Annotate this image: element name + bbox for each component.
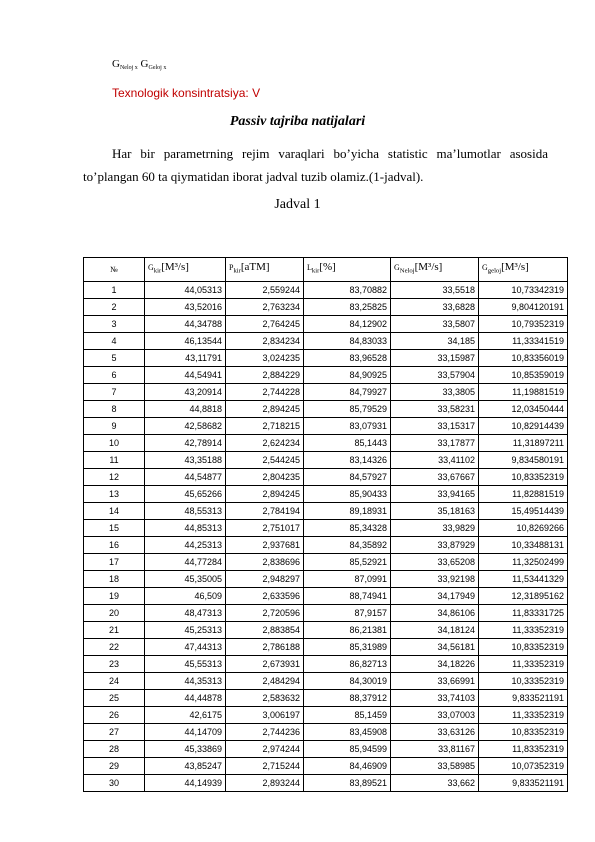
value-cell: 87,0991 — [304, 571, 391, 588]
value-cell: 43,20914 — [145, 384, 226, 401]
row-index-cell: 3 — [84, 316, 145, 333]
formula-line — [112, 58, 166, 71]
value-cell: 12,31895162 — [479, 588, 568, 605]
value-cell: 11,33352319 — [479, 707, 568, 724]
table-row — [84, 639, 568, 656]
value-cell: 85,31989 — [304, 639, 391, 656]
value-cell: 42,58682 — [145, 418, 226, 435]
value-cell: 2,784194 — [226, 503, 304, 520]
value-cell: 33,15317 — [391, 418, 479, 435]
value-cell: 10,33488131 — [479, 537, 568, 554]
table-row — [84, 690, 568, 707]
value-cell: 85,34328 — [304, 520, 391, 537]
row-index-cell: 7 — [84, 384, 145, 401]
value-cell: 33,3805 — [391, 384, 479, 401]
value-cell: 10,79352319 — [479, 316, 568, 333]
value-cell: 47,44313 — [145, 639, 226, 656]
data-table — [83, 257, 568, 792]
table-row — [84, 350, 568, 367]
value-cell: 2,720596 — [226, 605, 304, 622]
value-cell: 11,31897211 — [479, 435, 568, 452]
value-cell: 89,18931 — [304, 503, 391, 520]
value-cell: 33,07003 — [391, 707, 479, 724]
row-index-cell: 25 — [84, 690, 145, 707]
value-cell: 85,94599 — [304, 741, 391, 758]
value-cell: 10,33352319 — [479, 673, 568, 690]
value-cell: 83,25825 — [304, 299, 391, 316]
value-cell: 85,90433 — [304, 486, 391, 503]
value-cell: 9,833521191 — [479, 775, 568, 792]
value-cell: 44,77284 — [145, 554, 226, 571]
value-cell: 87,9157 — [304, 605, 391, 622]
header-g-kir: $G_{kir}[M^3/s]$ — [145, 258, 226, 282]
row-index-cell: 9 — [84, 418, 145, 435]
value-cell: 2,937681 — [226, 537, 304, 554]
table-row — [84, 724, 568, 741]
table-header-row — [84, 258, 568, 282]
formula-subscript-2: Geloj x — [148, 65, 167, 71]
value-cell: 2,559244 — [226, 282, 304, 299]
row-index-cell: 29 — [84, 758, 145, 775]
value-cell: 44,05313 — [145, 282, 226, 299]
value-cell: 2,883854 — [226, 622, 304, 639]
value-cell: 83,07931 — [304, 418, 391, 435]
value-cell: 33,17877 — [391, 435, 479, 452]
table-row — [84, 571, 568, 588]
value-cell: 10,73342319 — [479, 282, 568, 299]
header-p-kir: $P_{kir}[aTM]$ — [226, 258, 304, 282]
table-row — [84, 418, 568, 435]
value-cell: 11,32502499 — [479, 554, 568, 571]
value-cell: 84,30019 — [304, 673, 391, 690]
value-cell: 9,804120191 — [479, 299, 568, 316]
value-cell: 33,41102 — [391, 452, 479, 469]
value-cell: 43,52016 — [145, 299, 226, 316]
row-index-cell: 30 — [84, 775, 145, 792]
value-cell: 84,46909 — [304, 758, 391, 775]
value-cell: 3,006197 — [226, 707, 304, 724]
row-index-cell: 5 — [84, 350, 145, 367]
value-cell: 2,718215 — [226, 418, 304, 435]
concentration-label: Texnologik konsintratsiya: V — [112, 86, 261, 100]
value-cell: 2,544245 — [226, 452, 304, 469]
table-row — [84, 656, 568, 673]
value-cell: 10,07352319 — [479, 758, 568, 775]
value-cell: 33,81167 — [391, 741, 479, 758]
value-cell: 10,85359019 — [479, 367, 568, 384]
value-cell: 2,893244 — [226, 775, 304, 792]
value-cell: 33,67667 — [391, 469, 479, 486]
value-cell: 2,673931 — [226, 656, 304, 673]
value-cell: 88,37912 — [304, 690, 391, 707]
value-cell: 33,5518 — [391, 282, 479, 299]
row-index-cell: 24 — [84, 673, 145, 690]
table-row — [84, 384, 568, 401]
value-cell: 33,57904 — [391, 367, 479, 384]
header-g-neloj: $G_{Neloj}[M^3/s]$ — [391, 258, 479, 282]
value-cell: 85,1459 — [304, 707, 391, 724]
table-row — [84, 673, 568, 690]
value-cell: 10,82914439 — [479, 418, 568, 435]
value-cell: 2,834234 — [226, 333, 304, 350]
value-cell: 44,8818 — [145, 401, 226, 418]
table-row — [84, 588, 568, 605]
value-cell: 33,92198 — [391, 571, 479, 588]
value-cell: 33,66991 — [391, 673, 479, 690]
row-index-cell: 22 — [84, 639, 145, 656]
value-cell: 2,484294 — [226, 673, 304, 690]
value-cell: 44,54941 — [145, 367, 226, 384]
formula-symbol-1: G — [112, 58, 120, 70]
header-l-kir: $L_{kir}[\%]$ — [304, 258, 391, 282]
value-cell: 2,744236 — [226, 724, 304, 741]
row-index-cell: 4 — [84, 333, 145, 350]
value-cell: 9,833521191 — [479, 690, 568, 707]
value-cell: 15,49514439 — [479, 503, 568, 520]
row-index-cell: 16 — [84, 537, 145, 554]
value-cell: 34,18124 — [391, 622, 479, 639]
row-index-cell: 11 — [84, 452, 145, 469]
value-cell: 2,838696 — [226, 554, 304, 571]
value-cell: 2,786188 — [226, 639, 304, 656]
value-cell: 44,25313 — [145, 537, 226, 554]
value-cell: 33,5807 — [391, 316, 479, 333]
value-cell: 10,83352319 — [479, 469, 568, 486]
value-cell: 85,52921 — [304, 554, 391, 571]
row-index-cell: 27 — [84, 724, 145, 741]
table-row — [84, 299, 568, 316]
formula-symbol-2: G — [140, 58, 149, 70]
value-cell: 2,804235 — [226, 469, 304, 486]
header-g-geloj: $G_{geloj}[M^3/s]$ — [479, 258, 568, 282]
value-cell: 11,33352319 — [479, 622, 568, 639]
value-cell: 35,18163 — [391, 503, 479, 520]
value-cell: 11,33352319 — [479, 656, 568, 673]
row-index-cell: 8 — [84, 401, 145, 418]
table-row — [84, 741, 568, 758]
table-row — [84, 333, 568, 350]
value-cell: 2,715244 — [226, 758, 304, 775]
value-cell: 44,54877 — [145, 469, 226, 486]
value-cell: 45,25313 — [145, 622, 226, 639]
formula-subscript-1: Neloj x — [119, 65, 138, 71]
table-row — [84, 367, 568, 384]
table-row — [84, 775, 568, 792]
row-index-cell: 12 — [84, 469, 145, 486]
row-index-cell: 17 — [84, 554, 145, 571]
value-cell: 10,83356019 — [479, 350, 568, 367]
value-cell: 33,58985 — [391, 758, 479, 775]
value-cell: 85,79529 — [304, 401, 391, 418]
value-cell: 11,53441329 — [479, 571, 568, 588]
value-cell: 86,21381 — [304, 622, 391, 639]
value-cell: 83,89521 — [304, 775, 391, 792]
value-cell: 2,884229 — [226, 367, 304, 384]
value-cell: 33,87929 — [391, 537, 479, 554]
value-cell: 43,11791 — [145, 350, 226, 367]
value-cell: 33,58231 — [391, 401, 479, 418]
value-cell: 33,65208 — [391, 554, 479, 571]
row-index-cell: 1 — [84, 282, 145, 299]
value-cell: 2,583632 — [226, 690, 304, 707]
value-cell: 45,35005 — [145, 571, 226, 588]
value-cell: 34,17949 — [391, 588, 479, 605]
table-row — [84, 401, 568, 418]
table-row — [84, 554, 568, 571]
table-row — [84, 537, 568, 554]
value-cell: 33,94165 — [391, 486, 479, 503]
value-cell: 33,6828 — [391, 299, 479, 316]
value-cell: 33,74103 — [391, 690, 479, 707]
header-index: № — [84, 258, 145, 282]
row-index-cell: 28 — [84, 741, 145, 758]
table-row — [84, 282, 568, 299]
table-row — [84, 707, 568, 724]
table-row — [84, 435, 568, 452]
value-cell: 11,19881519 — [479, 384, 568, 401]
value-cell: 83,14326 — [304, 452, 391, 469]
value-cell: 2,624234 — [226, 435, 304, 452]
value-cell: 84,57927 — [304, 469, 391, 486]
value-cell: 44,35313 — [145, 673, 226, 690]
value-cell: 11,83352319 — [479, 741, 568, 758]
value-cell: 33,9829 — [391, 520, 479, 537]
value-cell: 9,834580191 — [479, 452, 568, 469]
value-cell: 86,82713 — [304, 656, 391, 673]
value-cell: 44,14709 — [145, 724, 226, 741]
value-cell: 10,83352319 — [479, 639, 568, 656]
table-row — [84, 486, 568, 503]
row-index-cell: 21 — [84, 622, 145, 639]
table-row — [84, 622, 568, 639]
table-body — [84, 282, 568, 792]
value-cell: 83,45908 — [304, 724, 391, 741]
table-row — [84, 758, 568, 775]
value-cell: 34,56181 — [391, 639, 479, 656]
value-cell: 44,85313 — [145, 520, 226, 537]
row-index-cell: 18 — [84, 571, 145, 588]
value-cell: 2,633596 — [226, 588, 304, 605]
row-index-cell: 19 — [84, 588, 145, 605]
table-row — [84, 520, 568, 537]
value-cell: 2,948297 — [226, 571, 304, 588]
value-cell: 34,185 — [391, 333, 479, 350]
row-index-cell: 20 — [84, 605, 145, 622]
value-cell: 84,90925 — [304, 367, 391, 384]
value-cell: 48,55313 — [145, 503, 226, 520]
row-index-cell: 2 — [84, 299, 145, 316]
value-cell: 34,18226 — [391, 656, 479, 673]
value-cell: 2,744228 — [226, 384, 304, 401]
value-cell: 10,8269266 — [479, 520, 568, 537]
table-row — [84, 503, 568, 520]
value-cell: 43,35188 — [145, 452, 226, 469]
value-cell: 83,70882 — [304, 282, 391, 299]
table-caption: Jadval 1 — [274, 197, 321, 212]
value-cell: 46,509 — [145, 588, 226, 605]
value-cell: 45,33869 — [145, 741, 226, 758]
row-index-cell: 15 — [84, 520, 145, 537]
row-index-cell: 13 — [84, 486, 145, 503]
table-row — [84, 452, 568, 469]
value-cell: 12,03450444 — [479, 401, 568, 418]
table-row — [84, 316, 568, 333]
body-paragraph: Har bir parametrning rejim varaqlari bo’yicha statistic ma’lumotlar asosida to’plangan 60 ta qiymatidan iborat jadval tuzib olamiz.(1-jadval). — [83, 146, 548, 184]
value-cell: 46,13544 — [145, 333, 226, 350]
value-cell: 44,14939 — [145, 775, 226, 792]
value-cell: 84,35892 — [304, 537, 391, 554]
value-cell: 44,44878 — [145, 690, 226, 707]
section-heading: Passiv tajriba natijalari — [229, 114, 366, 129]
value-cell: 84,12902 — [304, 316, 391, 333]
table-row — [84, 605, 568, 622]
value-cell: 2,894245 — [226, 401, 304, 418]
value-cell: 33,15987 — [391, 350, 479, 367]
row-index-cell: 23 — [84, 656, 145, 673]
row-index-cell: 26 — [84, 707, 145, 724]
value-cell: 88,74941 — [304, 588, 391, 605]
value-cell: 45,55313 — [145, 656, 226, 673]
value-cell: 45,65266 — [145, 486, 226, 503]
value-cell: 11,83331725 — [479, 605, 568, 622]
value-cell: 83,96528 — [304, 350, 391, 367]
row-index-cell: 6 — [84, 367, 145, 384]
value-cell: 42,78914 — [145, 435, 226, 452]
value-cell: 2,751017 — [226, 520, 304, 537]
row-index-cell: 14 — [84, 503, 145, 520]
value-cell: 48,47313 — [145, 605, 226, 622]
value-cell: 34,86106 — [391, 605, 479, 622]
value-cell: 44,34788 — [145, 316, 226, 333]
value-cell: 2,894245 — [226, 486, 304, 503]
value-cell: 2,763234 — [226, 299, 304, 316]
value-cell: 33,662 — [391, 775, 479, 792]
value-cell: 2,974244 — [226, 741, 304, 758]
value-cell: 84,79927 — [304, 384, 391, 401]
value-cell: 11,82881519 — [479, 486, 568, 503]
row-index-cell: 10 — [84, 435, 145, 452]
value-cell: 85,1443 — [304, 435, 391, 452]
value-cell: 84,83033 — [304, 333, 391, 350]
value-cell: 11,33341519 — [479, 333, 568, 350]
value-cell: 42,6175 — [145, 707, 226, 724]
value-cell: 43,85247 — [145, 758, 226, 775]
value-cell: 3,024235 — [226, 350, 304, 367]
value-cell: 33,63126 — [391, 724, 479, 741]
table-row — [84, 469, 568, 486]
value-cell: 2,764245 — [226, 316, 304, 333]
value-cell: 10,83352319 — [479, 724, 568, 741]
